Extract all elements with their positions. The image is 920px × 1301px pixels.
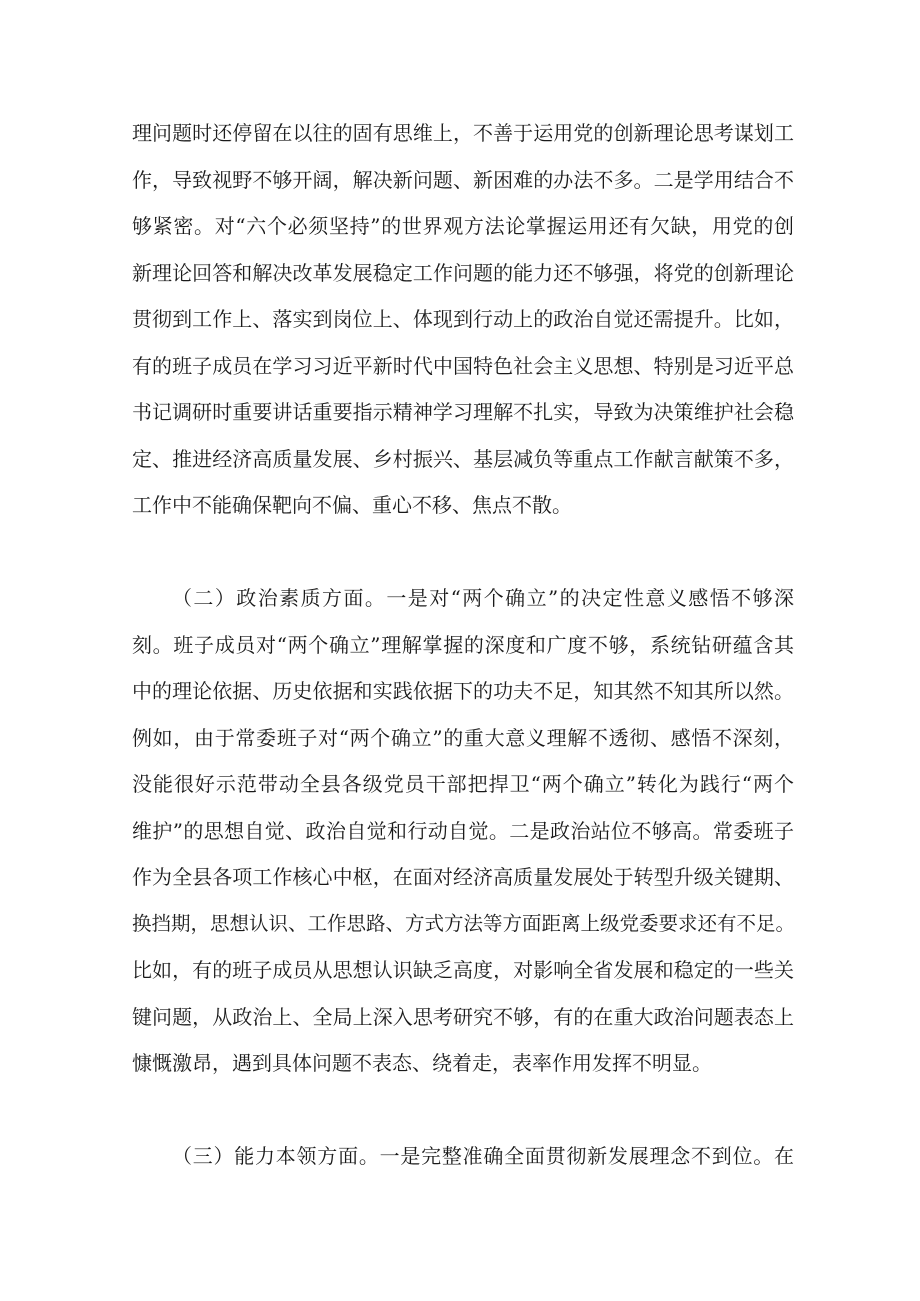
text-line: 慷慨激昂，遇到具体问题不表态、绕着走，表率作用发挥不明显。: [132, 1051, 712, 1075]
text-line: 中的理论依据、历史依据和实践依据下的功夫不足，知其然不知其所以然。: [132, 679, 794, 703]
text-line: 作为全县各项工作核心中枢，在面对经济高质量发展处于转型升级关键期、: [132, 865, 794, 889]
section-heading-line: （三）能力本领方面。一是完整准确全面贯彻新发展理念不到位。在: [172, 1144, 794, 1168]
text-line: 有的班子成员在学习习近平新时代中国特色社会主义思想、特别是习近平总: [132, 353, 794, 378]
text-line: 比如，有的班子成员从思想认识缺乏高度，对影响全省发展和稳定的一些关: [132, 958, 794, 982]
text-line: 定、推进经济高质量发展、乡村振兴、基层减负等重点工作献言献策不多，: [132, 446, 794, 471]
text-line: 理问题时还停留在以往的固有思维上，不善于运用党的创新理论思考谋划工: [132, 121, 794, 145]
paragraph-2: [132, 575, 794, 1087]
text-line: 贯彻到工作上、落实到岗位上、体现到行动上的政治自觉还需提升。比如，: [132, 307, 794, 331]
text-line: 工作中不能确保靶向不偏、重心不移、焦点不散。: [132, 493, 572, 517]
text-line: 维护”的思想自觉、政治自觉和行动自觉。二是政治站位不够高。常委班子: [132, 818, 794, 843]
text-line: 够紧密。对“六个必须坚持”的世界观方法论掌握运用还有欠缺，用党的创: [132, 214, 794, 238]
text-line: 换挡期，思想认识、工作思路、方式方法等方面距离上级党委要求还有不足。: [132, 911, 796, 935]
text-line: 键问题，从政治上、全局上深入思考研究不够，有的在重大政治问题表态上: [132, 1004, 794, 1029]
text-line: 新理论回答和解决改革发展稳定工作问题的能力还不够强，将党的创新理论: [132, 260, 794, 285]
text-line: 例如，由于常委班子对“两个确立”的重大意义理解不透彻、感悟不深刻，: [132, 725, 794, 750]
text-line: 没能很好示范带动全县各级党员干部把捍卫“两个确立”转化为践行“两个: [132, 772, 794, 796]
text-line: 作，导致视野不够开阔，解决新问题、新困难的办法不多。二是学用结合不: [132, 167, 794, 192]
paragraph-3: [132, 1133, 794, 1180]
section-heading-line: （二）政治素质方面。一是对“两个确立”的决定性意义感悟不够深: [172, 586, 794, 610]
text-line: 书记调研时重要讲话重要指示精神学习理解不扎实，导致为决策维护社会稳: [132, 400, 794, 424]
text-line: 刻。班子成员对“两个确立”理解掌握的深度和广度不够，系统钻研蕴含其: [132, 632, 794, 657]
paragraph-1: [132, 110, 794, 529]
